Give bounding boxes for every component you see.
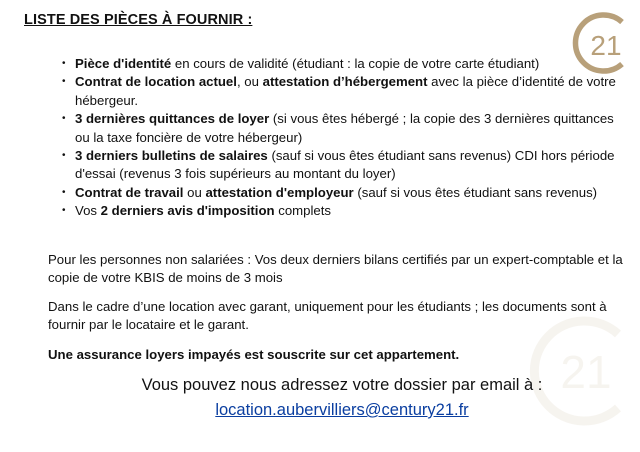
documents-list — [62, 55, 622, 221]
document-name: 3 derniers bulletins de salaires — [75, 148, 268, 164]
insurance-paragraph: Une assurance loyers impayés est souscrite sur cet appartement. — [48, 347, 460, 362]
document-list-item — [62, 55, 622, 73]
svg-text:21: 21 — [560, 346, 612, 398]
document-list-item — [62, 73, 622, 110]
logo-text: 21 — [590, 30, 622, 61]
document-list-item — [62, 202, 622, 220]
document-detail: (si vous êtes hébergé ; la copie des 3 dernières quittances ou la taxe foncière de votre hébergeur) — [75, 111, 614, 145]
document-detail: ou — [183, 184, 206, 200]
document-detail: , ou — [236, 74, 263, 90]
bullet-icon: • — [62, 76, 66, 88]
document-name: attestation d’hébergement — [262, 74, 428, 90]
document-list-item — [62, 147, 622, 184]
guarantor-paragraph: Dans le cadre d’une location avec garant, uniquement pour les étudiants ; les documents sont à fournir par le locataire et le garant. — [48, 299, 607, 333]
document-detail: en cours de validité (étudiant : la copie de votre carte étudiant) — [171, 56, 540, 71]
bullet-icon: • — [62, 186, 66, 198]
bullet-icon: • — [62, 58, 66, 69]
document-detail: (sauf si vous êtes étudiant sans revenus) — [353, 184, 598, 200]
non-salaried-paragraph: Pour les personnes non salariées : Vos deux derniers bilans certifiés par un expert-comptable et la copie de votre KBIS de moins de 3 mois — [48, 252, 623, 286]
document-name: 3 dernières quittances de loyer — [75, 111, 270, 127]
document-name: 2 derniers avis d'imposition — [100, 203, 275, 219]
document-detail: Vos — [75, 203, 101, 219]
document-detail: avec la pièce d’identité de votre hébergeur. — [75, 74, 616, 108]
bullet-icon: • — [62, 205, 66, 217]
contact-email-link[interactable]: location.aubervilliers@century21.fr — [215, 401, 469, 419]
document-detail: complets — [274, 203, 332, 219]
document-list-item — [62, 110, 622, 147]
bullet-icon: • — [62, 150, 66, 162]
document-list-item — [62, 184, 622, 202]
page-title: LISTE DES PIÈCES À FOURNIR : — [24, 12, 253, 28]
document-name: Contrat de travail — [75, 184, 184, 200]
document-name: attestation d'employeur — [205, 184, 354, 200]
document-name: Contrat de location actuel — [75, 74, 237, 90]
document-name: Pièce d'identité — [75, 56, 172, 71]
bullet-icon: • — [62, 113, 66, 125]
contact-intro: Vous pouvez nous adressez votre dossier par email à : — [141, 376, 543, 394]
document-detail: (sauf si vous êtes étudiant sans revenus) CDI hors période d'essai (revenus 3 fois supérieurs au montant du loyer) — [75, 148, 615, 182]
